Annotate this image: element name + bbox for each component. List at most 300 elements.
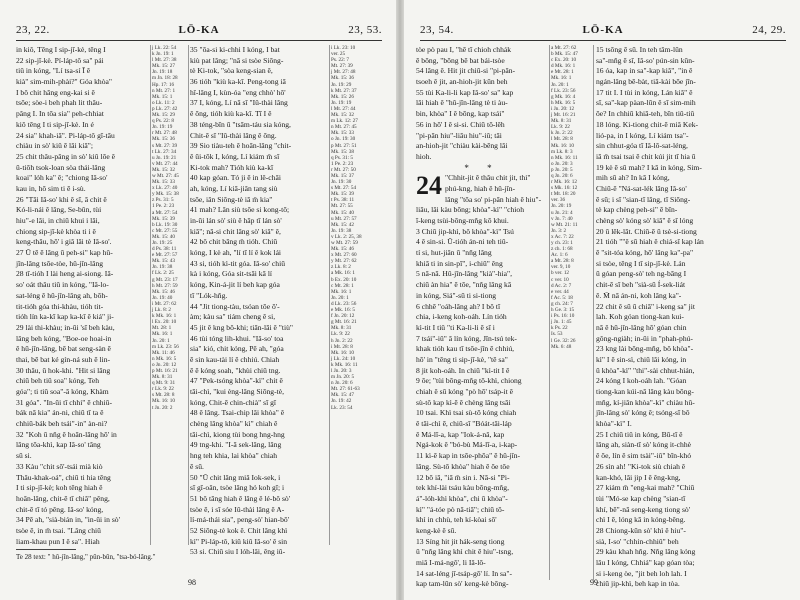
verse-line: 52 Siōng-tè kok ê. Chit lâng khì [190,525,288,535]
verse-line: kiā"; nā-si chit lâng sò' kiâ" ê, [190,226,281,236]
cross-reference: Mk. 8: 31 [152,374,173,381]
cross-reference: Ac. 1: 6 [551,252,568,259]
cross-reference: s Mk. 16: 12 [551,185,578,192]
verse-line: pâng I. In tōa sia" peh-chhiat [16,109,104,119]
footnote: Te 28 text: " hû-jîn-lâng," pûn-bûn, "tsa-bó-lâng." [16,553,156,561]
verse-line: lió-pa, in I kóng, Lí kiám tsa"- [596,130,689,140]
verse-line: 38 téng-bīn ū "tsām-táu sia kóng, [190,119,291,129]
cross-reference: t Ps. 38: 11 [331,197,355,204]
cross-reference: Jn. 19: 25 [152,240,173,246]
cross-reference: Mk. 15: 42 [331,221,354,228]
verse-line: sū si. [16,451,32,461]
verse-line: 25 chit thâu-pâng in sò' kiû lōe ê [16,151,116,161]
verse-line: 28 tī-tióh I lài heng ai-siong. Iâ- [16,269,114,279]
verse-line: kap tam-lūn sò' keng-kè bōng- [416,579,509,589]
cross-reference: 1 Pe. 2: 23 [152,203,175,210]
cross-reference: n Mk. 16: 5 [152,355,177,362]
cross-reference: k Mk. 16: 11 [331,361,358,368]
verse-line: góa"; ti tiû soa"-ā kóng, Khàm [16,387,109,396]
header-verse-start: 23, 54. [420,24,454,36]
verse-line: 16 óa, kap in sa"-kap kiâ", "in ê [596,66,693,76]
cross-reference: m Lk. 8: 3 [551,148,573,155]
cross-reference: h Mt. 27: 59 [152,282,178,289]
verse-line: 49 tng-khi. "I-ā sek-lâng, lâng [190,440,282,450]
cross-reference: j Mt. 16: 21 [551,112,576,119]
cross-reference: Mk. 15: 1 [152,93,173,100]
cross-reference: x Ac. 7: 22 [551,233,574,240]
cross-reference: 1 Pe. 2: 23 [331,160,354,167]
verse-line: mñg, kí-jiân khòa"-kì" chiàu hû- [596,397,695,407]
cross-reference: m Lk. 12: 27 [331,118,358,125]
cross-reference: w Mt. 27: 59 [331,240,358,246]
cross-reference: n Mt. 27: 45 [331,124,357,131]
cross-reference: m Jn. 18: 28 [152,75,178,82]
verse-line: lâng. Sù-tō khòa" hiah ē ōe tōe [416,461,510,471]
cross-reference: e Mt. 28: 1 [551,69,574,76]
verse-line: in-ūi lán sò' siù ê hāp tī lán sò' [190,216,282,225]
verse-line: 22 chit ê sū ū chiā" i-keng sa" jit [596,301,695,311]
cross-reference: Jn. 20: 1 [331,294,349,301]
cross-reference: Mk. 15: 39 [331,191,354,198]
cross-reference: Mk. 16: 10 [331,349,354,356]
verse-line: 40 kap góan. Tó ji ē in lê-chāi [190,173,281,183]
cross-reference: a Mt. 27: 54 [152,209,178,216]
cross-reference: Mk. 15: 36 [152,136,175,143]
verse-line: 22 sip-jī-kè. Pí-láp-tô sa" pái [16,55,104,65]
cross-reference: Mt. 27: 39 [331,63,353,70]
verse-line: kóng, Kin-á-jit lí beh kap góa [190,280,280,290]
verse-line: 30 thâu, ū hok-khi. "Hit si lâng [16,365,111,375]
cross-reference: Jn. 19: 40 [152,294,173,301]
header-verse-start: 23, 22. [16,24,50,36]
column-divider [549,45,550,580]
verse-line: 27 Ū tē ē lâng ū peh-si" kap hû- [16,248,113,258]
cross-reference: d Ps. 38: 11 [152,246,177,253]
cross-reference: Lk. 23: 54 [331,404,353,411]
cross-reference: l Mt. 27: 44 [331,105,356,112]
verse-line: chit-ē sī beh "sià-sū Í-sek-liát [596,280,686,290]
verse-line: 43 si, tióh kì-tit góa. Iâ-so' chiū [190,258,286,268]
cross-reference: i Jn. 20: 12 [551,105,575,112]
cross-reference: Mk. 15: 32 [152,166,175,173]
verse-line: 41 mah? Lân siù tsōe si kong-tō; [190,205,290,215]
cross-reference: g Mk. 16: 4 [551,93,576,100]
cross-reference: c Mt. 28: 1 [331,282,354,289]
verse-line: 10 tsai. Khì tsai sù-tō kóng chiah [416,408,517,418]
verse-line: kì-tit I tiû "ti Ka-li-li ē sī i [416,322,495,332]
column-divider [150,45,151,545]
verse-line: ē ē kóng soah, "khùi chiū tng. [190,365,281,375]
cross-reference: j Lk. 24: 10 [331,355,356,362]
verse-line: chiū beh tiû soa" kóng, Teh [16,376,99,386]
verse-line: 45 jit ê kng bô-khi; tiān-lāi ê "tiù" [190,322,294,332]
cross-reference: u Mt. 27: 57 [331,215,357,222]
cross-reference: f Lk. 23: 56 [551,87,576,94]
cross-reference: q Jn. 20: 6 [551,172,573,179]
verse-line: hoān-lâng, chit-ē tī chiâ" pêng, [16,493,110,503]
cross-reference: Jn. 19: 30 [331,179,352,186]
cross-reference: Mk. 15: 33 [152,179,175,186]
cross-reference: Mk. 6: 48 [551,343,572,350]
verse-line: keng-thâu, hō' i giâ lâi tè Iâ-so'. [16,237,112,247]
verse-line: tè kap chèng peh-si" ē bīn- [596,205,678,215]
text-column-a [16,45,149,545]
cross-reference: Mk. 15: 40 [152,233,175,240]
verse-line: hioh. [416,151,432,161]
cross-reference: f Jn. 20: 12 [331,313,355,320]
cross-reference: v Mt. 27: 44 [152,160,178,167]
verse-line: ē "sit-tóa kóng, hō' lâng ka"-pa" [596,248,694,258]
cross-reference: n Mt. 27: 1 [152,87,176,94]
verse-line: liam-khau pun I ê sa". Hiah [16,536,100,546]
verse-line: lâi hiah ê "hû-jîn-lâng tè ti àu- [416,98,508,108]
cross-reference: Mk. 15: 36 [331,75,354,82]
cross-reference: Mk. 16: 1 [551,75,572,82]
cross-reference: Jn. 19: 38 [331,227,352,234]
verse-line: tsoeh ê jit, an-hioh-jit kūn beh [416,77,508,87]
verse-line: kà i kóng, Góa sit-tsāi kā lí [190,269,273,279]
verse-line: sa"-mñg ē sī, Iâ-so' pún-sin kūn- [596,55,695,65]
verse-line: 55 tùi Ka-li-li kap Iâ-so' sa" kap [416,87,514,97]
verse-line: sia" kió, chit kóng, Pē ah, "góa [190,344,284,354]
cross-reference: q Ps. 31: 5 [331,154,353,161]
verse-line: chì I ē, lóng kā in kóng-bêng. [596,515,686,525]
verse-line: 8 jit koh-oáh. In chiū "kì-tit I ê [416,365,510,375]
verse-line: ē sin kau-tài lí ê chhiú. Chiah [190,354,280,364]
verse-line: chiah ê sū kóng "pò hō' tsáp-it ê [416,387,514,397]
page-number: 98 [188,578,196,587]
verse-line: kóng, I kè ah, "lí tī lí ê kok lái [190,248,282,258]
verse-line: an-hioh-jit "chiàu kài-bēng lâi [416,141,508,151]
cross-reference: e ver. 44 [551,288,569,295]
verse-line: lâng "tōa so' pi-pān hiah ê hiu"- [445,194,542,204]
cross-reference: Hp. 17: 16 [152,81,175,88]
cross-reference: Mk. 15: 26 [331,93,354,100]
verse-line: ê tāi-chì ē, chiū-sī "Bóát-tāi-láp [416,419,512,429]
cross-reference: s Mt. 28: 8 [152,392,175,399]
cross-reference: y Mk. 15: 38 [152,191,179,198]
verse-line: 21 tióh ""ê sū hiah ê chiá-sî kap lán [596,237,704,247]
cross-reference: l Mt. 28: 8 [551,136,573,143]
verse-line: tsòe ē, i sī sóe Iû-thài lâng ê A- [190,504,285,514]
column-divider [188,45,189,545]
verse-line: 11 kì-ē kap in tsōe-phōa" ē hû-jîn- [416,451,521,461]
text-column-c [416,45,548,589]
cross-reference: i Lk. 23: 10 [331,45,356,51]
cross-reference: Ps. 22: 7 [331,57,350,64]
verse-line: hî-lâng I, kùn-óa "eng chhò' hō' [190,87,286,97]
verse-line: sat-léng ê hû-jîn-lâng ah, bōh- [16,290,108,300]
verse-line: tí si, hut-jiân ū "nñg lâng [416,248,492,258]
verse-line: sī, sa"-kap pàan-lūn ê sī sim-mih [596,98,696,108]
cross-reference: Lk. 9: 22 [551,124,570,131]
verse-line: 44 "Jit tiong-tàu, tsóan tōe ō'- [190,301,280,311]
verse-line: ê hū-jîn-lâng, bē bat seng-sàn ē [16,344,111,354]
verse-line: 34 Pē ah, "sià-bián in, "in-ūi in sò' [16,515,120,525]
cross-reference: Mt. 27: 61-63 [331,386,360,393]
cross-reference: v Lk. 2: 25, 38 [331,233,362,240]
verse-line: chiàu in sò' kiû ē lâi kiā"; [16,141,94,151]
header-rule [16,40,382,41]
header-verse-end: 23, 53. [348,24,382,36]
cross-reference: p Mt. 27: 51 [331,142,357,149]
cross-reference-column-b [331,45,381,545]
cross-reference: r Mk. 16: 12 [551,179,577,186]
verse-line: kià" sim-mih-phài?" Góa khòa" [16,77,112,87]
cross-reference: o Jn. 20: 12 [152,361,177,368]
cross-reference: m Lk. 23: 56 [152,343,179,350]
cross-reference: g ch. 24: 7 [551,300,573,307]
header-verse-end: 24, 29. [752,24,786,36]
verse-line: chia, i-keng koh-oáh. Lín tióh [416,312,507,322]
cross-reference: z Lk. 8: 2 [331,264,351,271]
verse-line: I bô chit hāng eng-kai si ê [16,87,95,97]
verse-line: ē bōng, "bōng bē bat bái-tsòe [416,55,505,65]
cross-reference: Mk. 15: 29 [152,112,175,119]
cross-reference: r Lk. 9: 22 [152,386,174,393]
verse-line: tióh lín ka-kī kap ka-kī ê kiá" ji- [16,312,114,322]
verse-line: chiong sip-jī-kè khòa ti i ê [16,226,96,236]
verse-line: kan-khó, lâi jip I ê êng-kng, [596,472,681,482]
cross-reference: s Mt. 27: 39 [152,142,178,149]
cross-reference: Mk. 15: 39 [152,215,175,222]
verse-line: 7 tsái"-iû" ā lín kóng, Jîn-tsú tek- [416,333,517,343]
chapter-number: 24 [416,171,442,201]
verse-line: ū "nñg lâng khì chit ē hiu"-tsng, [416,547,514,557]
verse-line: ê. M̄ nā án-ni, koh lâng ka"- [596,290,682,300]
cross-reference: s Mt. 27: 54 [331,185,357,192]
verse-line: Ngá-kok ê "bó-bù Má-lī-a, i-kap- [416,440,518,450]
cross-reference: p Jn. 20: 5 [551,166,573,173]
cross-reference: t Jn. 20: 2 [152,404,173,411]
verse-line: kì" I ê sin-sì, chiū lâi kóng, in [596,354,687,364]
verse-line: 9 ōe; "tùi bōng-mñg tō-khì, chiong [416,376,522,386]
cross-reference: Mk. 16: 10 [152,398,175,405]
verse-line: 13 Síng hit jit hák-seng tiong [416,536,505,546]
verse-line: I ti sip-jī-kè; koh tēng hiah ê [16,483,103,493]
verse-line: tùi "Mó-se kap chèng "sian-tī [596,493,686,503]
verse-line: ū khòa"-kì" "thi"-sài chhut-hián, [596,365,695,375]
verse-line: "pi-pān hiu"-liāu hiu"-iû; tāi [416,130,502,140]
verse-line: tit-tióh góa thi-khàu, tióh tit- [16,301,104,311]
cross-reference: r Mt. 27: 48 [152,130,177,137]
cross-reference: w Mt. 21: 11 [551,221,578,228]
verse-line: khak tióh kau tī tsōe-jîn ē chhiú, [416,344,515,354]
verse-line: 18 lóng. Ki-tiong chit-ē miâ Kek- [596,119,699,129]
verse-line: kóng, Chit-ē chin-chià" sī gī [190,397,276,407]
verse-line: 12 bō iā, "iā m̄ sin i. Nā-si "Pi- [416,472,510,482]
verse-line: kiù pat lâng; "nā si tsòe Siōng- [190,55,284,65]
verse-line: chhiū-bák beh tsái"-in" àn-ni? [16,419,108,429]
cross-reference: h Mk. 16: 5 [551,99,576,106]
verse-line: 4 ê sin-si. Ū-tióh án-ni teh tiû- [416,237,509,247]
cross-reference: x Lk. 27: 40 [152,185,178,192]
verse-line: ah, kóng, Lí kiā-jiân tang siù [190,183,278,193]
cross-reference: g Mt. 23: 17 [152,276,178,283]
cross-reference: Jn. 19: 19 [152,124,173,131]
verse-line: tāi-chì, "kui èng-lâng Siōng-tè, [190,387,284,396]
verse-line: 28 Chiong-kūn sò' khì ê hiu"- [596,525,686,535]
cross-reference: ver. 36 [551,197,566,204]
verse-line: khiā ti in sin-pī", i-chiū" êng [416,258,503,268]
verse-line: 26 sìn ah! "Ki-tok siù chiah ê [596,461,686,471]
verse-line: tāi-chì, kiong tùi bong hng-hng [190,429,285,439]
verse-line: chèng sò' kóng sò' kiâ" ê sī lóng [596,216,694,225]
cross-reference: a Mt. 28: 8 [551,258,574,265]
cross-reference: t Mt. 18: 20 [551,191,576,198]
verse-line: 48 ê lâng. Tsai-chip lâi khòa" ê [190,408,285,418]
verse-line: ngán-lâng bē-bàt, tiā-kài bōe jīn- [596,77,696,87]
cross-reference: z Ps. 31: 5 [152,197,174,204]
verse-line: lah. Koh góan tiong-kan kui- [596,312,684,322]
cross-reference: b ver. 12 [551,270,570,277]
cross-reference: h Jn. 2: 22 [331,337,353,344]
cross-reference: d Mk. 16: 1 [551,63,576,70]
verse-line: 24 kóng I koh-oáh lah. "Góan [596,376,687,386]
cross-reference: o Lk. 11: 2 [152,99,175,106]
verse-line: 19 kè ē sū mah? I kā in kóng, Sim- [596,162,702,172]
cross-reference: Mk. 8: 31 [551,118,572,125]
verse-line: lâng beh kóng, "Boe-oe hoai-in [16,333,112,343]
footnote-rule [16,549,76,550]
cross-reference: Mk. 16: 10 [551,142,574,149]
verse-line: thai, bē bat ké gín-ná suh ē lin- [16,354,111,364]
verse-line: 15 tsōng ē sū. In teh tâm-lūn [596,45,683,54]
verse-line: 39 Sio tiàu-teh ê hoān-lâng "chit- [190,141,292,151]
cross-reference: Jn. 20: 1 [551,81,569,88]
running-header-right [420,24,786,38]
verse-line: jîn-lâng tsōe-tòe, hû-jîn-lâng [16,258,104,268]
header-rule [420,40,786,41]
cross-reference: Jn. 19: 29 [331,81,352,88]
verse-line: ū góan peng-sò' teh ng-bāng I [596,269,687,279]
verse-line: lâu I kóng, Chhiá" kap góan tòa; [596,558,695,567]
verse-line: so' oát thâu tiû in kóng, "Iâ-lo- [16,280,109,290]
verse-line: in kiô, Tēng I sip-jī-kè, tēng I [16,45,106,54]
verse-line: 24 "Chhit-jit ê thâu chit jit, thi" [416,171,531,201]
cross-reference: n Mk. 16: 11 [551,154,578,161]
cross-reference: Jn. 19: 42 [331,398,352,405]
verse-line: Thâu-khak-oá", chiū ti hia tēng [16,472,111,482]
cross-reference: Is. 53 [551,331,563,338]
cross-reference: ver. 25 [331,51,346,58]
cross-reference: j Mt. 27: 48 [331,69,356,76]
cross-reference: Jn. 20: 1 [152,337,170,344]
verse-line: 32 "Koh ū nñg ê hoān-lāng hō' in [16,429,117,439]
cross-reference: Mk. 15: 32 [331,112,354,119]
verse-line: ê ūi-tōk I, kóng, Lí kiám m̄ sī [190,151,280,161]
cross-reference: i Ps. 16: 10 [551,313,575,320]
running-header-left [16,24,382,38]
verse-line: 50 "Ū chit lâng miâ Iok-sek, i [190,472,281,482]
cross-reference: Lk. 9: 22 [331,331,350,338]
verse-line: hō' in "tēng ti sip-jī-kè, "tē sa" [416,354,508,364]
cross-reference: d Lk. 23: 56 [331,300,357,307]
column-divider [329,45,330,545]
cross-reference: Mk. 8: 31 [331,325,352,332]
cross-reference: l Mt. 27: 38 [152,57,177,64]
cross-reference: b Mk. 15: 47 [551,51,578,58]
header-book-title: LŌ-KA [582,24,624,36]
cross-reference: b Ex. 20: 10 [331,276,357,283]
cross-reference: Mt. 28: 1 [152,325,172,332]
verse-line: tsōe, iân Siōng-tè iā m̄ kia" [190,194,273,204]
verse-line: Ki-tok mah? Tióh kiù ka-kī [190,162,274,172]
verse-line: 33 Kàu "chit sō'-tsái mià kiò [16,461,103,471]
verse-line: 14 sat-léng jī-tsáp-gō' lí. In sa"- [416,568,512,578]
cross-reference: Jn. 19: 38 [152,264,173,271]
verse-line: chit-ē tī tó pêng. Iâ-so' kóng, [16,504,104,514]
verse-line: 46 tùi tóng lih-khui. "Iâ-so' toa [190,333,284,343]
cross-reference: u Jn. 21: 4 [551,209,573,216]
verse-line: kì" "á-tóe pò nā-tiā"; chiū tō- [416,504,505,514]
cross-reference: k Ps. 22 [551,325,568,332]
cross-reference: k Mk. 16: 1 [152,313,177,320]
verse-line: sin chhut-góa tī Iâ-lō-sat-léng, [596,141,688,151]
verse-line: tè Ki-tok, "sòa keng-sian ê, [190,66,273,76]
cross-reference: j Lk. 8: 2 [152,307,172,314]
verse-line: bák nā kia" án-ni, chiū tī ta ê [16,408,104,418]
text-column-d [596,45,786,589]
cross-reference: e Mt. 27: 57 [152,252,178,259]
verse-line: phú-kng, hiah ê hû-jîn- [445,183,516,193]
verse-line: ē sū. [190,461,204,471]
verse-line: ē sū; i sī "sian-tī lâng, tī Siōng- [596,194,691,204]
cross-reference: q Mt. 9: 31 [152,380,176,387]
verse-line: miâ I-má-ngô', li Iâ-lō- [416,558,486,568]
verse-line: ê Má-lī-a, kap "Iok-á-nâ, kap [416,429,505,439]
header-book-title: LŌ-KA [178,24,220,36]
verse-line: Chit-ē sī "Iû-thài lâng ê ōng. [190,130,277,140]
verse-line: 17 tit I. I tùi in kóng, Lán kiâ" ê [596,87,693,97]
verse-line: ê ōng, tióh kiù ka-kī. Tī I ê [190,109,272,119]
cross-reference: y Mt. 27: 62 [331,258,357,265]
cross-reference-column-a [152,45,186,545]
cross-reference: u Jn. 19: 21 [152,154,177,161]
verse-line: iā m̄ tsai tsai ē chit kúi jit tī hia ū [596,151,696,161]
verse-line: 42 bô chit bāng m̄ tióh. Chiū [190,237,278,247]
cross-reference: Mk. 16: 1 [331,288,352,295]
verse-line: Chiū-ē "Ná-sat-lék lâng Iâ-so' [596,183,687,193]
cross-reference: c Ex. 20: 10 [551,57,577,64]
column-divider [593,45,594,580]
cross-reference: Mk. 15: 40 [331,209,354,216]
verse-line: 27 kiám m̄ "eng-kai mah? "Chiū [596,483,695,493]
right-page [404,0,800,600]
verse-line: 5 nā-nā. Hû-jîn-lâng "kià"-hia", [416,269,512,279]
verse-line: 37 I, kóng, Lí nā sī "Iû-thài lâng [190,98,288,108]
cross-reference: w Mt. 27: 45 [152,172,179,179]
verse-line: ū-tiōh tsok-loan sòa thái-lâng [16,162,106,172]
cross-reference: a Mk. 16: 1 [331,270,355,277]
verse-line: àm; kàu sa" tiám cheng ê si, [190,312,276,322]
verse-line: chiū jip-khì, beh kap in tòa. [596,579,680,589]
verse-line: tī "Lók-hñg. [190,290,228,300]
verse-line: tiû in kóng, "Lí tsa-sí Ī ê [16,66,91,76]
cross-reference: Jn. 20: 19 [551,203,572,210]
verse-line: hng teh khia, lai khòa" chiah [190,451,278,461]
cross-reference: q Ps. 22: 8 [152,118,174,125]
cross-reference: k Jn. 19: 1 [152,51,174,58]
cross-reference: d Ac. 2: 7 [551,282,572,289]
cross-reference: Mk. 15: 33 [331,130,354,137]
cross-reference: o Jn. 19: 30 [331,136,356,143]
cross-reference: Mk. 15: 27 [152,63,175,70]
verse-line: tòe pò pau I, "hē tī chioh chhák [416,45,512,54]
cross-reference: p Lk. 27: 42 [152,105,178,112]
verse-line: 26 "Tāi Iâ-so' khi ê sī, ā chit ê [16,194,107,204]
cross-reference: ver. 9, 10 [551,264,571,271]
